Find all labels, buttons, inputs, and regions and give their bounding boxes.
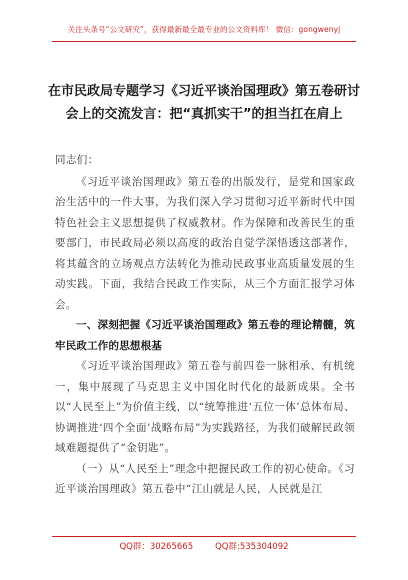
footer-qq-group-2: QQ群:535304092 [215, 542, 289, 552]
section-paragraph-2: （一）从“人民至上”理念中把握民政工作的初心使命。《习近平谈治国理政》第五卷中“江山就是人民，人民就是江 [55, 462, 355, 495]
greeting: 同志们： [55, 154, 99, 166]
footer-qq-group-1: QQ群：30265665 [119, 542, 194, 552]
intro-paragraph: 《习近平谈治国理政》第五卷的出版发行，是党和国家政治生活中的一件大事，为我们深入学习贯彻习近平新时代中国特色社会主义思想提供了权威教材。作为保障和改善民生的重要部门，市民政局必须以高度的政治自觉学深悟透这部著作，将其蕴含的立场观点方法转化为推动民政事业高质量发展的生动实践。下面，我结合民政工作实际，从三个方面汇报学习体会。 [55, 175, 355, 311]
section-paragraph-1: 《习近平谈治国理政》第五卷与前四卷一脉相承、有机统一，集中展现了马克思主义中国化时代化的最新成果。全书以“人民至上”为价值主线，以“统筹推进‘五位一体’总体布局、协调推进‘四个全面’战略布局”为实践路径，为我们破解民政领域难题提供了“金钥匙”。 [55, 360, 355, 454]
section-heading: 一、深刻把握《习近平谈治国理政》第五卷的理论精髓，筑牢民政工作的思想根基 [55, 319, 355, 352]
header-banner: 关注头条号“公文研究”，获得最新最全最专业的公文资料库！ 微信：gongwenyj [67, 25, 341, 34]
header-divider [52, 41, 356, 42]
footer-divider [52, 536, 356, 537]
document-body [55, 150, 355, 500]
footer [0, 540, 408, 552]
document-title: 在市民政局专题学习《习近平谈治国理政》第五卷研讨会上的交流发言：把“真抓实干”的担当扛在肩上 [47, 84, 360, 122]
